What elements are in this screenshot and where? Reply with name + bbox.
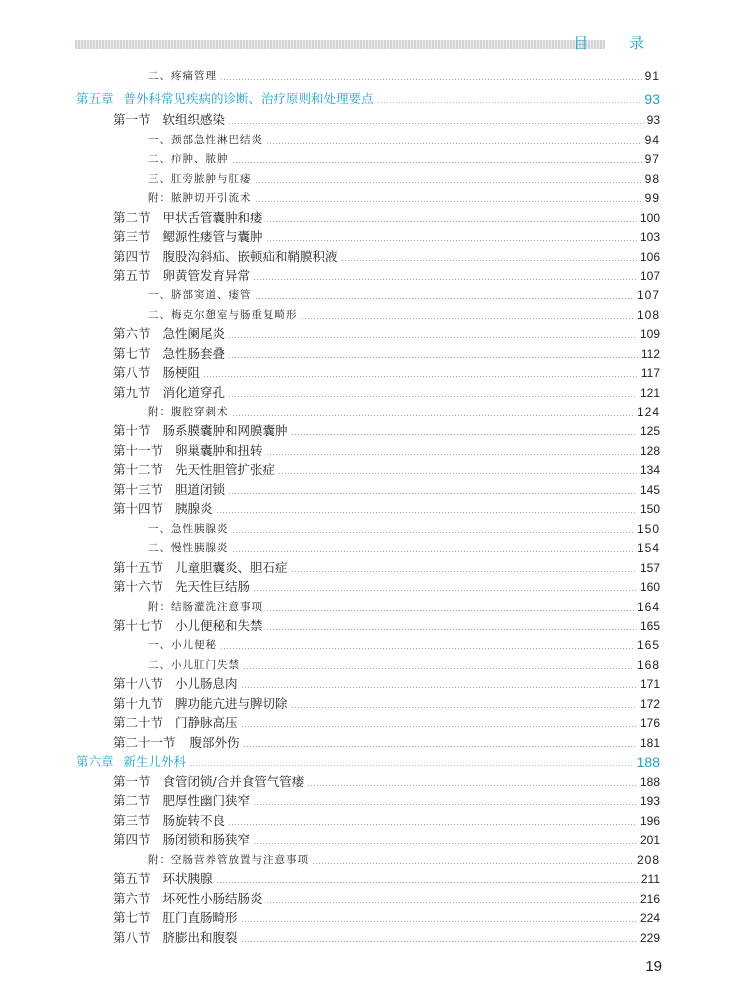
entry-title: 肠闭锁和肠狭窄	[162, 832, 251, 847]
entry-title: 小儿便秘和失禁	[175, 618, 263, 633]
entry-title: 二、慢性胰腺炎	[148, 542, 229, 554]
toc-section-entry[interactable]	[113, 708, 660, 730]
entry-page-number: 124	[636, 405, 660, 419]
entry-number: 第十八节	[113, 676, 164, 691]
entry-title: 环状胰腺	[162, 871, 213, 886]
entry-title: 腹部外伤	[189, 735, 240, 750]
entry-page-number: 181	[639, 736, 660, 750]
dot-leader	[216, 882, 638, 883]
entry-number: 第四节	[113, 249, 151, 264]
entry-page-number: 121	[639, 386, 660, 400]
entry-title: 卵黄管发育异常	[162, 268, 251, 283]
entry-title: 胰腺炎	[175, 501, 213, 516]
entry-page-number: 157	[639, 561, 660, 575]
entry-title: 坏死性小肠结肠炎	[162, 891, 263, 906]
entry-page-number: 224	[639, 911, 660, 925]
dot-leader	[232, 162, 642, 163]
entry-page-number: 107	[639, 269, 660, 283]
page-number: 19	[645, 958, 662, 975]
entry-page-number: 165	[639, 619, 660, 633]
dot-leader	[220, 79, 642, 80]
entry-page-number: 100	[639, 211, 660, 225]
entry-title: 甲状舌管囊肿和瘘	[162, 210, 263, 225]
entry-title: 儿童胆囊炎、胆石症	[175, 560, 288, 575]
entry-title: 软组织感染	[162, 112, 226, 127]
entry-page-number: 165	[636, 638, 660, 652]
entry-title: 门静脉高压	[175, 715, 238, 730]
entry-number: 第五章	[76, 91, 114, 106]
entry-title: 一、脐部窦道、瘘管	[148, 289, 252, 301]
entry-page-number: 112	[640, 347, 660, 361]
entry-page-number: 108	[636, 308, 660, 322]
entry-page-number: 134	[639, 463, 660, 477]
entry-title: 脾功能亢进与脾切除	[175, 696, 288, 711]
entry-number: 第五节	[113, 268, 151, 283]
entry-page-number: 164	[636, 600, 660, 614]
toc-section-entry[interactable]	[113, 455, 660, 477]
entry-page-number: 171	[639, 677, 660, 691]
entry-page-number: 229	[639, 931, 660, 945]
dot-leader	[216, 512, 637, 513]
entry-number: 第二十一节	[113, 735, 176, 750]
dot-leader	[241, 687, 637, 688]
entry-title: 新生儿外科	[123, 754, 187, 769]
entry-number: 第七节	[113, 910, 151, 925]
toc-section-entry[interactable]	[113, 825, 660, 847]
dot-leader	[241, 941, 637, 942]
toc-section-entry[interactable]	[113, 105, 660, 127]
dot-leader	[266, 240, 637, 241]
entry-title: 腹股沟斜疝、嵌顿疝和鞘膜积液	[162, 249, 338, 264]
dot-leader	[253, 843, 637, 844]
dot-leader	[189, 765, 634, 766]
entry-title: 胆道闭锁	[175, 482, 226, 497]
toc-subsection-entry[interactable]	[148, 280, 660, 302]
entry-number: 第二十节	[113, 715, 164, 730]
entry-page-number: 103	[639, 230, 660, 244]
entry-title: 肛门直肠畸形	[162, 910, 238, 925]
entry-title: 一、急性胰腺炎	[148, 523, 229, 535]
entry-page-number: 91	[644, 69, 660, 83]
entry-title: 普外科常见疾病的诊断、治疗原则和处理要点	[123, 91, 374, 106]
dot-leader	[377, 102, 642, 103]
entry-page-number: 94	[644, 133, 660, 147]
entry-title: 一、小儿便秘	[148, 639, 217, 651]
dot-leader	[228, 337, 637, 338]
header-decorative-band	[75, 40, 605, 49]
header-title: 目 录	[573, 34, 662, 52]
entry-number: 第三节	[113, 813, 151, 828]
dot-leader	[255, 201, 642, 202]
toc-section-entry[interactable]	[113, 903, 660, 925]
entry-page-number: 216	[639, 892, 660, 906]
entry-number: 第八节	[113, 930, 151, 945]
entry-page-number: 211	[640, 872, 660, 886]
entry-page-number: 172	[639, 697, 660, 711]
entry-page-number: 97	[644, 152, 660, 166]
toc-section-entry[interactable]	[113, 864, 660, 886]
entry-page-number: 128	[639, 444, 660, 458]
entry-page-number: 154	[636, 541, 660, 555]
entry-title: 卵巢囊肿和扭转	[175, 443, 263, 458]
toc-chapter-entry[interactable]	[76, 747, 660, 769]
entry-number: 第六章	[76, 754, 114, 769]
entry-page-number: 188	[636, 754, 660, 770]
entry-title: 急性肠套叠	[162, 346, 226, 361]
entry-page-number: 106	[639, 250, 660, 264]
entry-number: 第十六节	[113, 579, 164, 594]
entry-title: 附：结肠灌洗注意事项	[148, 601, 263, 613]
toc-subsection-entry[interactable]	[148, 630, 660, 652]
toc-section-entry[interactable]	[113, 669, 660, 691]
dot-leader	[253, 590, 637, 591]
entry-title: 附：空肠营养管放置与注意事项	[148, 854, 309, 866]
entry-number: 第三节	[113, 229, 151, 244]
entry-title: 肠旋转不良	[162, 813, 226, 828]
dot-leader	[278, 473, 637, 474]
toc-subsection-entry[interactable]	[148, 183, 660, 205]
entry-number: 第十三节	[113, 482, 164, 497]
dot-leader	[232, 551, 634, 552]
entry-page-number: 160	[639, 580, 660, 594]
entry-title: 附：脓肿切开引流术	[148, 192, 252, 204]
entry-number: 第八节	[113, 365, 151, 380]
entry-number: 第二节	[113, 210, 151, 225]
entry-page-number: 196	[639, 814, 660, 828]
entry-page-number: 145	[639, 483, 660, 497]
entry-title: 附：腹腔穿刺术	[148, 406, 229, 418]
entry-page-number: 193	[639, 794, 660, 808]
dot-leader	[220, 648, 634, 649]
entry-title: 消化道穿孔	[162, 385, 226, 400]
entry-title: 二、疼痛管理	[148, 70, 217, 82]
entry-page-number: 208	[636, 853, 660, 867]
toc-section-entry[interactable]	[113, 319, 660, 341]
entry-number: 第十节	[113, 423, 151, 438]
dot-leader	[241, 726, 637, 727]
entry-number: 第九节	[113, 385, 151, 400]
dot-leader	[228, 123, 644, 124]
entry-number: 第七节	[113, 346, 151, 361]
entry-title: 二、疖肿、脓肿	[148, 153, 229, 165]
entry-page-number: 201	[639, 833, 660, 847]
entry-page-number: 98	[644, 172, 660, 186]
toc-section-entry[interactable]	[113, 572, 660, 594]
entry-title: 先天性巨结肠	[175, 579, 251, 594]
entry-number: 第十四节	[113, 501, 164, 516]
entry-title: 先天性胆管扩张症	[175, 462, 276, 477]
entry-number: 第四节	[113, 832, 151, 847]
toc-subsection-entry[interactable]	[148, 61, 660, 83]
entry-number: 第二节	[113, 793, 151, 808]
entry-page-number: 109	[639, 327, 660, 341]
entry-page-number: 117	[640, 366, 660, 380]
entry-number: 第一节	[113, 112, 151, 127]
entry-number: 第十七节	[113, 618, 164, 633]
entry-page-number: 168	[636, 658, 660, 672]
dot-leader	[203, 376, 638, 377]
entry-page-number: 125	[639, 424, 660, 438]
dot-leader	[255, 298, 634, 299]
toc-section-entry[interactable]	[113, 923, 660, 945]
entry-number: 第十五节	[113, 560, 164, 575]
entry-page-number: 150	[639, 502, 660, 516]
entry-title: 肥厚性幽门狭窄	[162, 793, 251, 808]
entry-number: 第十二节	[113, 462, 164, 477]
entry-page-number: 188	[639, 775, 660, 789]
entry-title: 肠梗阻	[162, 365, 201, 380]
dot-leader	[291, 434, 637, 435]
entry-title: 食管闭锁/合并食管气管瘘	[162, 774, 305, 789]
entry-page-number: 176	[639, 716, 660, 730]
toc-section-entry[interactable]	[113, 358, 660, 380]
toc-section-entry[interactable]	[113, 786, 660, 808]
entry-title: 肠系膜囊肿和网膜囊肿	[162, 423, 288, 438]
entry-title: 小儿肠息肉	[175, 676, 238, 691]
entry-number: 第一节	[113, 774, 151, 789]
toc-section-entry[interactable]	[113, 416, 660, 438]
entry-title: 二、小儿肛门失禁	[148, 659, 240, 671]
entry-page-number: 150	[636, 522, 660, 536]
entry-title: 鳃源性瘘管与囊肿	[162, 229, 263, 244]
entry-number: 第五节	[113, 871, 151, 886]
toc-section-entry[interactable]	[113, 222, 660, 244]
entry-title: 三、肛旁脓肿与肛瘘	[148, 173, 252, 185]
entry-number: 第六节	[113, 891, 151, 906]
entry-title: 二、梅克尔憩室与肠重复畸形	[148, 309, 298, 321]
toc-subsection-entry[interactable]	[148, 144, 660, 166]
toc-chapter-entry[interactable]	[76, 84, 660, 106]
dot-leader	[241, 921, 637, 922]
entry-page-number: 107	[636, 288, 660, 302]
entry-page-number: 93	[646, 113, 660, 127]
entry-page-number: 93	[644, 91, 660, 107]
entry-title: 急性阑尾炎	[162, 326, 226, 341]
entry-title: 脐膨出和腹裂	[162, 930, 238, 945]
entry-title: 一、颈部急性淋巴结炎	[148, 134, 263, 146]
entry-number: 第十一节	[113, 443, 164, 458]
toc-subsection-entry[interactable]	[148, 533, 660, 555]
entry-page-number: 99	[644, 191, 660, 205]
entry-number: 第十九节	[113, 696, 164, 711]
entry-number: 第六节	[113, 326, 151, 341]
dot-leader	[253, 804, 637, 805]
toc-section-entry[interactable]	[113, 494, 660, 516]
